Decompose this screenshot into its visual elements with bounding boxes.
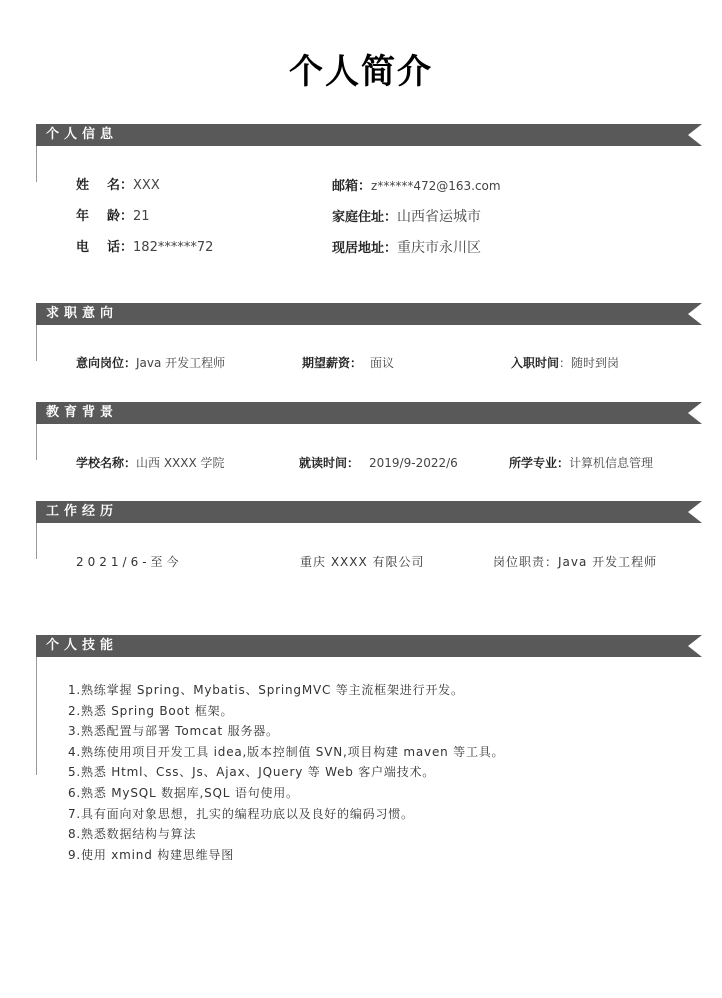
age-row: [76, 209, 150, 225]
period-label: 就读时间：: [299, 456, 360, 470]
section-title-work: 工作经历: [46, 504, 119, 519]
skill-item: 8.熟悉数据结构与算法: [68, 827, 197, 842]
ribbon-notch-icon: [688, 402, 702, 424]
ribbon-notch-icon: [688, 501, 702, 523]
section-title-education: 教育背景: [46, 405, 119, 420]
salary-label: 期望薪资：: [302, 356, 363, 370]
section-divider-line: [36, 424, 37, 460]
major-row: [509, 455, 653, 471]
work-period: 2021/6-至今: [76, 555, 183, 569]
skill-item: 9.使用 xmind 构建思维导图: [68, 847, 235, 862]
period-value: 2019/9-2022/6: [369, 456, 458, 470]
age-value: 21: [133, 209, 150, 224]
start-value: ：随时到岗: [559, 356, 620, 370]
work-duty: 岗位职责：Java 开发工程师: [493, 555, 658, 569]
name-label: 姓名：: [76, 178, 134, 193]
major-value: 计算机信息管理: [569, 456, 654, 470]
section-divider-line: [36, 325, 37, 361]
work-company: 重庆 XXXX 有限公司: [300, 555, 425, 569]
position-row: [76, 355, 225, 371]
salary-value: 面议: [370, 356, 395, 370]
phone-row: [76, 240, 213, 256]
salary-row: [302, 355, 394, 371]
home-label: 家庭住址：: [332, 210, 398, 225]
current-label: 现居地址：: [332, 241, 398, 256]
section-divider-line: [36, 657, 37, 775]
skill-item: 7.具有面向对象思想，扎实的编程功底以及良好的编码习惯。: [68, 806, 414, 821]
current-value: 重庆市永川区: [397, 240, 482, 256]
school-value: 山西 XXXX 学院: [136, 456, 225, 470]
position-value: Java 开发工程师: [136, 356, 226, 370]
section-title-personal: 个人信息: [46, 127, 119, 142]
section-divider-line: [36, 146, 37, 182]
section-header-skills: [36, 635, 702, 657]
phone-label: 电话：: [76, 240, 134, 255]
start-label: 入职时间: [511, 356, 560, 370]
email-value: z******472@163.com: [371, 179, 501, 193]
start-row: [511, 355, 619, 371]
school-row: [76, 455, 225, 471]
section-header-work: [36, 501, 702, 523]
ribbon-notch-icon: [688, 303, 702, 325]
section-divider-line: [36, 523, 37, 559]
name-value: XXX: [133, 178, 160, 193]
section-header-education: [36, 402, 702, 424]
section-title-skills: 个人技能: [46, 638, 119, 653]
skills-list: [68, 680, 688, 865]
section-title-intention: 求职意向: [46, 306, 119, 321]
home-value: 山西省运城市: [397, 209, 482, 225]
ribbon-notch-icon: [688, 635, 702, 657]
skill-item: 2.熟悉 Spring Boot 框架。: [68, 703, 234, 718]
skill-item: 1.熟练掌握 Spring、Mybatis、SpringMVC 等主流框架进行开发。: [68, 683, 464, 697]
section-header-intention: [36, 303, 702, 325]
school-label: 学校名称：: [76, 456, 137, 470]
period-row: [299, 455, 458, 471]
email-label: 邮箱：: [332, 179, 372, 194]
skill-item: 3.熟悉配置与部署 Tomcat 服务器。: [68, 724, 279, 739]
current-row: [332, 240, 481, 257]
ribbon-notch-icon: [688, 124, 702, 146]
skill-item: 5.熟悉 Html、Css、Js、Ajax、JQuery 等 Web 客户端技术。: [68, 765, 436, 780]
skill-item: 4.熟练使用项目开发工具 idea,版本控制值 SVN,项目构建 maven 等工具。: [68, 744, 505, 759]
section-header-personal: [36, 124, 702, 146]
position-label: 意向岗位：: [76, 356, 137, 370]
age-label: 年龄：: [76, 209, 134, 224]
skill-item: 6.熟悉 MySQL 数据库,SQL 语句使用。: [68, 785, 299, 800]
email-row: [332, 178, 501, 195]
page-title: 个人简介: [289, 52, 433, 92]
home-row: [332, 209, 481, 226]
name-row: [76, 178, 160, 194]
phone-value: 182******72: [133, 240, 214, 255]
major-label: 所学专业：: [509, 456, 570, 470]
